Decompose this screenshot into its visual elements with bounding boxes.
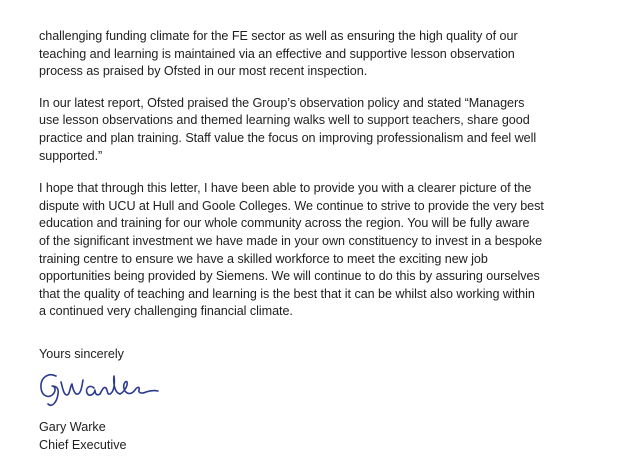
text-line: a continued very challenging financial climate. [39,304,293,319]
text-line: supported.” [39,148,103,163]
text-line: I hope that through this letter, I have been able to provide you with a clearer picture of the [39,181,532,196]
text-line: In our latest report, Ofsted praised the Group’s observation policy and stated “Managers [39,95,525,110]
signer-title: Chief Executive [39,437,127,452]
handwritten-signature [36,364,186,414]
paragraph-ofsted [39,95,614,165]
closing-salutation: Yours sincerely [39,347,124,361]
paragraph-dispute [39,180,614,321]
signer-block [39,419,127,454]
text-line: opportunities being provided by Siemens. We will continue to do this by assuring ourselves [39,269,540,284]
letter-body [39,28,614,321]
text-line: challenging funding climate for the FE sector as well as ensuring the high quality of our [39,29,518,43]
paragraph-funding [39,28,614,81]
text-line: process as praised by Ofsted in our most recent inspection. [39,64,368,79]
text-line: training centre to ensure we have a skilled workforce to meet the exciting new job [39,251,488,266]
text-line: use lesson observations and themed learning walks well to support teachers, share good [39,113,530,128]
text-line: of the significant investment we have made in your own constituency to invest in a bespoke [39,233,543,248]
text-line: dispute with UCU at Hull and Goole Colleges. We continue to strive to provide the very best [39,198,544,213]
text-line: practice and plan training. Staff value the focus on improving professionalism and feel well [39,130,537,145]
text-line: education and training for our whole community across the region. You will be fully aware [39,216,530,231]
text-line: that the quality of teaching and learning is the best that it can be whilst also working within [39,286,535,301]
signer-name: Gary Warke [39,420,106,434]
text-line: teaching and learning is maintained via an effective and supportive lesson observation [39,46,515,61]
